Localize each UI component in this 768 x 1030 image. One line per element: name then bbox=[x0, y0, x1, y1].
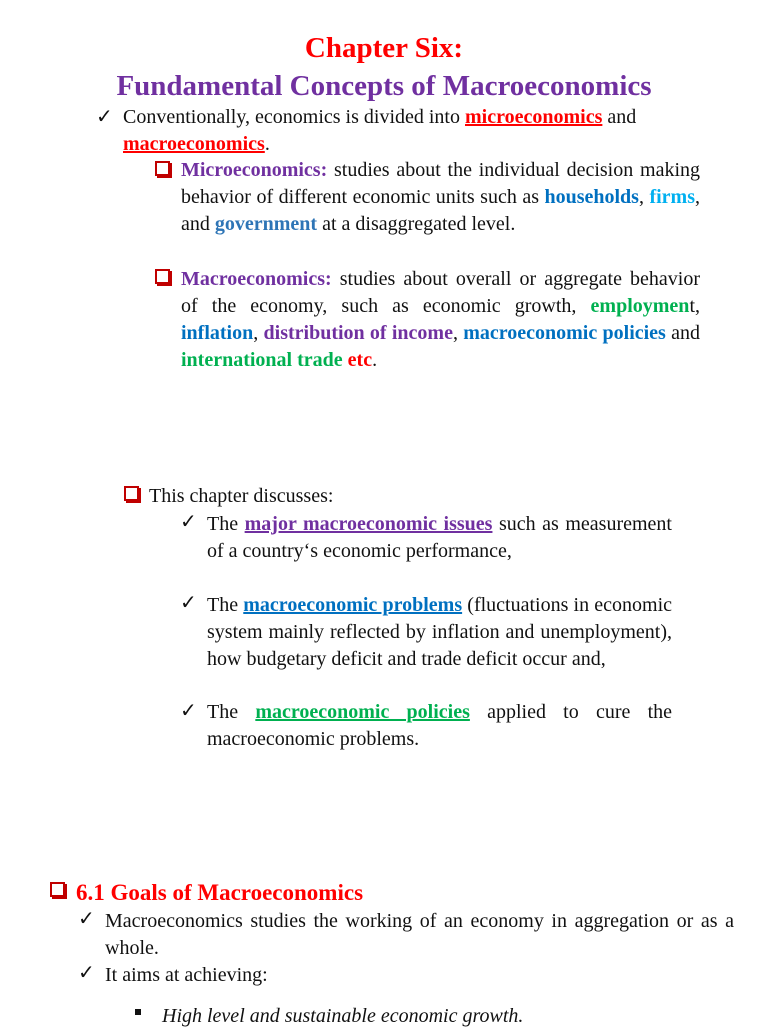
intro-and: and bbox=[602, 106, 637, 128]
micro-paragraph: Microeconomics: studies about the individual decision making behavior of different economic units such as households, firms, and government at a disaggregated level. bbox=[181, 159, 700, 235]
checkbox-bullet-icon bbox=[155, 269, 170, 289]
discusses-item-2: The macroeconomic problems (fluctuations in economic system mainly reflected by inflation and unemployment), how budgetary deficit and trade deficit occur and, bbox=[207, 594, 673, 670]
term-policies-cure: macroeconomic policies bbox=[255, 701, 470, 723]
term-households: households bbox=[544, 186, 639, 208]
macro-paragraph: Macroeconomics: studies about overall or aggregate behavior of the economy, such as economic growth, employment, inflation, distribution of income, macroeconomic policies and international trade etc. bbox=[181, 268, 700, 371]
intro-paragraph: Conventionally, economics is divided into microeconomics and macroeconomics. bbox=[123, 106, 637, 155]
term-microeconomics: microeconomics bbox=[465, 106, 603, 128]
checkbox-bullet-icon bbox=[124, 486, 139, 506]
goals-sub-item-1: High level and sustainable economic growth. bbox=[162, 1005, 524, 1027]
term-inflation: inflation bbox=[181, 322, 254, 344]
goals-item-2: It aims at achieving: bbox=[105, 964, 268, 986]
term-macroeconomics: macroeconomics bbox=[123, 133, 265, 155]
chapter-title: Chapter Six: bbox=[304, 32, 464, 64]
term-government: government bbox=[214, 213, 318, 235]
check-icon: ✓ bbox=[180, 511, 197, 533]
check-icon: ✓ bbox=[180, 700, 197, 722]
term-major-issues: major macroeconomic issues bbox=[244, 513, 493, 535]
discusses-item-3: The macroeconomic policies applied to cure the macroeconomic problems. bbox=[207, 701, 673, 750]
check-icon: ✓ bbox=[180, 592, 197, 614]
goals-item-1: Macroeconomics studies the working of an economy in aggregation or as a whole. bbox=[105, 910, 734, 959]
check-icon: ✓ bbox=[78, 962, 95, 984]
discusses-item-1: The major macroeconomic issues such as measurement of a country‘s economic performance, bbox=[207, 513, 672, 562]
micro-term: Microeconomics: bbox=[181, 159, 328, 181]
checkbox-bullet-icon bbox=[155, 161, 170, 181]
intro-text: Conventionally, economics is divided into bbox=[123, 106, 465, 128]
square-bullet-icon bbox=[135, 1009, 141, 1015]
term-etc: etc bbox=[347, 349, 373, 371]
term-policies: macroeconomic policies bbox=[463, 322, 666, 344]
term-firms: firms bbox=[649, 186, 695, 208]
checkbox-bullet-icon bbox=[50, 882, 65, 902]
check-icon: ✓ bbox=[96, 106, 113, 128]
term-problems: macroeconomic problems bbox=[243, 594, 463, 616]
discusses-label: This chapter discusses: bbox=[149, 485, 334, 507]
chapter-subtitle: Fundamental Concepts of Macroeconomics bbox=[116, 70, 652, 102]
term-distribution: distribution of income bbox=[263, 322, 453, 344]
macro-term: Macroeconomics: bbox=[181, 268, 332, 290]
section-heading: 6.1 Goals of Macroeconomics bbox=[76, 880, 364, 905]
term-employment: employmen bbox=[590, 295, 690, 317]
check-icon: ✓ bbox=[78, 908, 95, 930]
term-trade: international trade bbox=[181, 349, 343, 371]
